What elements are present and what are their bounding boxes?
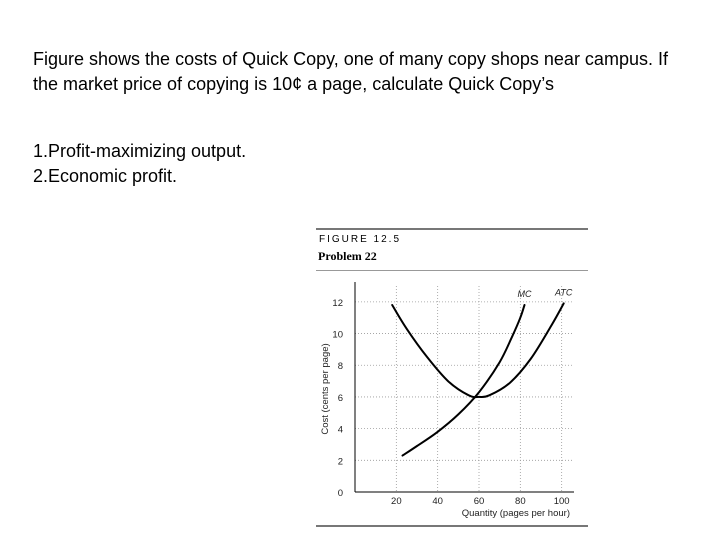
x-tick-label: 40 — [432, 496, 443, 507]
question-text — [33, 47, 673, 189]
x-tick-label: 100 — [553, 496, 570, 507]
figure-title: Problem 22 — [318, 249, 377, 263]
y-tick-label: 4 — [337, 424, 343, 436]
y-tick-label: 6 — [337, 392, 343, 404]
x-tick-label: 80 — [515, 496, 526, 507]
question-intro: Figure shows the costs of Quick Copy, one of many copy shops near campus. If the market price of copying is 10¢ a page, calculate Quick Copy’s — [33, 49, 668, 94]
y-tick-label: 0 — [337, 488, 343, 499]
y-tick-label: 12 — [332, 297, 343, 309]
task-item-2: 2.Economic profit. — [33, 166, 178, 186]
x-tick-label: 20 — [391, 496, 402, 507]
y-axis-label: Cost (cents per page) — [320, 343, 331, 435]
mc-label: MC — [517, 289, 532, 300]
atc-label: ATC — [555, 287, 573, 298]
figure-panel — [316, 228, 588, 528]
figure-label: FIGURE 12.5 — [319, 234, 402, 245]
x-tick-label: 60 — [473, 496, 485, 507]
task-list — [33, 139, 673, 189]
x-axis-label: Quantity (pages per hour) — [461, 508, 570, 519]
y-tick-label: 2 — [337, 456, 343, 468]
cost-chart — [316, 228, 588, 528]
atc-curve — [392, 303, 564, 397]
y-tick-label: 10 — [332, 329, 343, 341]
y-tick-label: 8 — [337, 361, 343, 373]
task-item-1: 1.Profit-maximizing output. — [33, 141, 247, 161]
figure-bottom-rule — [316, 525, 588, 527]
mc-curve — [403, 305, 525, 456]
